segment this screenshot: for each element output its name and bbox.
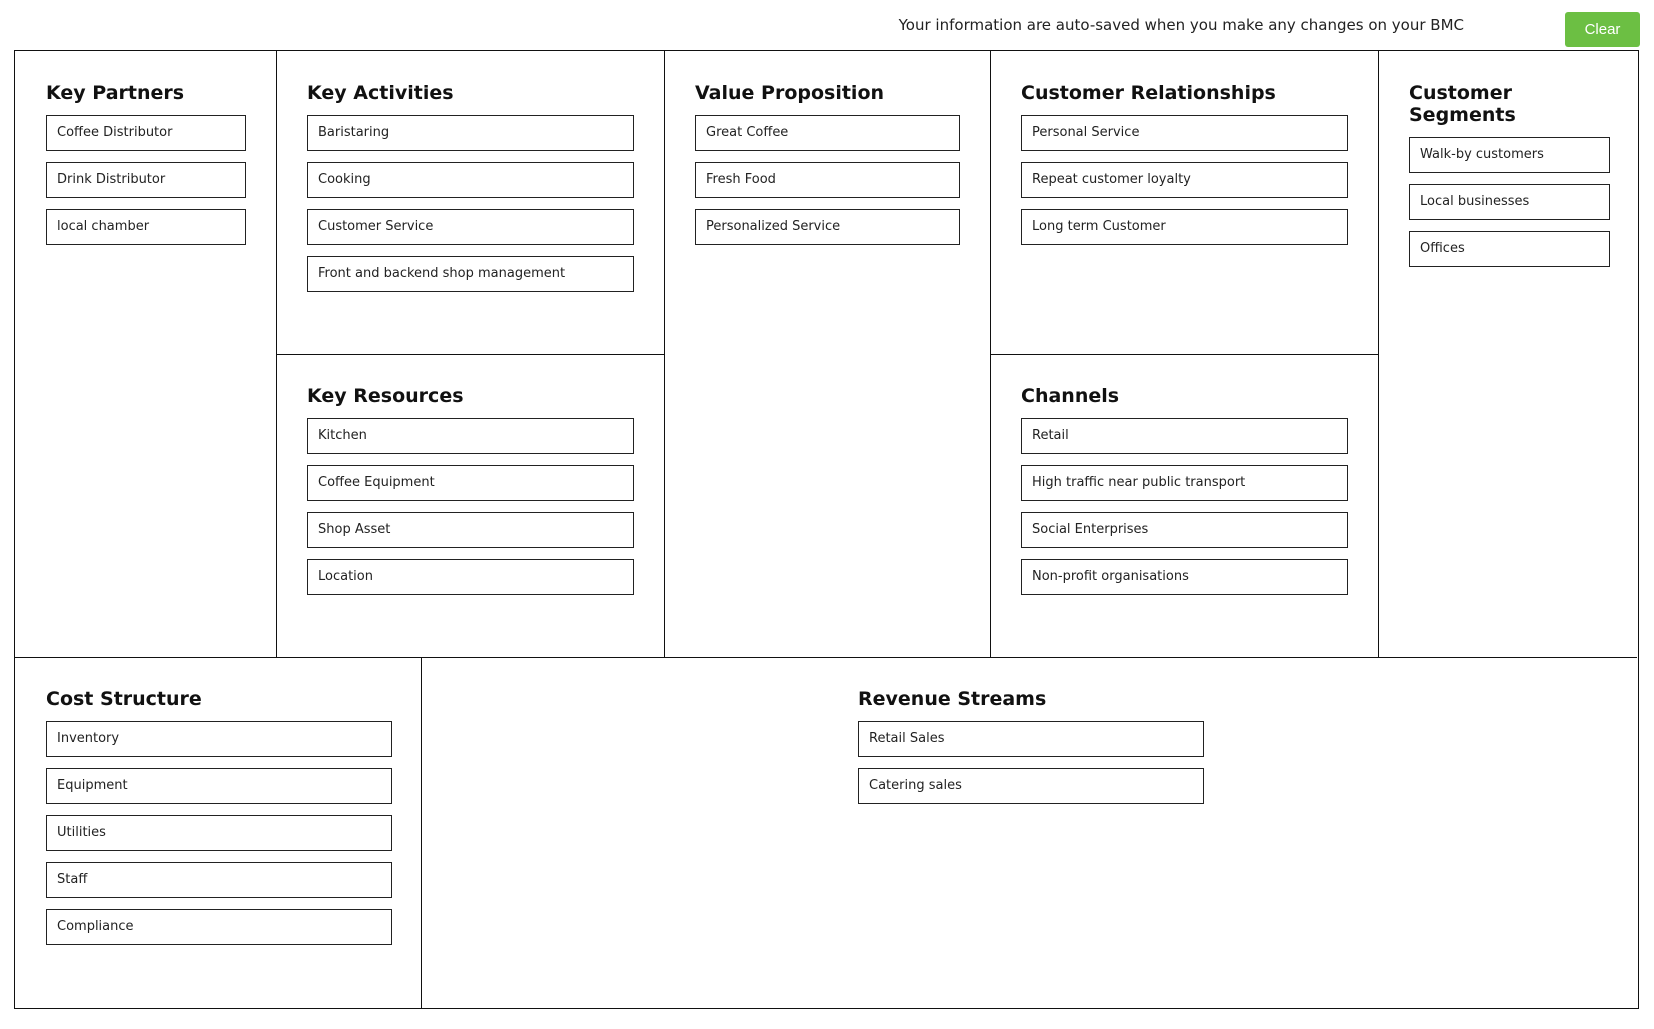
list-item[interactable]: Compliance: [46, 909, 392, 945]
list-item[interactable]: Staff: [46, 862, 392, 898]
divider: [1378, 51, 1379, 657]
divider: [990, 354, 1378, 355]
clear-button[interactable]: Clear: [1565, 12, 1640, 47]
list-item[interactable]: Baristaring: [307, 115, 634, 151]
section-title: Cost Structure: [46, 688, 202, 710]
section-title: Value Proposition: [695, 82, 885, 104]
divider: [15, 657, 1637, 658]
section-revenue-streams: [858, 688, 1204, 815]
list-item[interactable]: Shop Asset: [307, 512, 634, 548]
list-item[interactable]: Walk-by customers: [1409, 137, 1610, 173]
list-item[interactable]: Fresh Food: [695, 162, 960, 198]
list-item[interactable]: Offices: [1409, 231, 1610, 267]
section-title: Key Activities: [307, 82, 454, 104]
section-title: Revenue Streams: [858, 688, 1047, 710]
list-item[interactable]: Social Enterprises: [1021, 512, 1348, 548]
autosave-message: Your information are auto-saved when you make any changes on your BMC: [898, 16, 1464, 34]
section-title: Customer Segments: [1409, 82, 1516, 126]
list-item[interactable]: Catering sales: [858, 768, 1204, 804]
list-item[interactable]: Repeat customer loyalty: [1021, 162, 1348, 198]
list-item[interactable]: Personal Service: [1021, 115, 1348, 151]
section-cost-structure: [46, 688, 392, 956]
list-item[interactable]: Customer Service: [307, 209, 634, 245]
list-item[interactable]: Location: [307, 559, 634, 595]
list-item[interactable]: Coffee Equipment: [307, 465, 634, 501]
section-value-proposition: [695, 82, 960, 256]
list-item[interactable]: Inventory: [46, 721, 392, 757]
section-customer-segments: [1409, 82, 1610, 278]
list-item[interactable]: Non-profit organisations: [1021, 559, 1348, 595]
section-key-partners: [46, 82, 246, 256]
list-item[interactable]: Utilities: [46, 815, 392, 851]
divider: [421, 657, 422, 1008]
business-model-canvas: [14, 50, 1639, 1009]
list-item[interactable]: Equipment: [46, 768, 392, 804]
list-item[interactable]: Personalized Service: [695, 209, 960, 245]
section-title: Customer Relationships: [1021, 82, 1276, 104]
list-item[interactable]: Retail Sales: [858, 721, 1204, 757]
list-item[interactable]: Cooking: [307, 162, 634, 198]
list-item[interactable]: local chamber: [46, 209, 246, 245]
list-item[interactable]: Local businesses: [1409, 184, 1610, 220]
list-item[interactable]: Kitchen: [307, 418, 634, 454]
list-item[interactable]: Coffee Distributor: [46, 115, 246, 151]
list-item[interactable]: Great Coffee: [695, 115, 960, 151]
list-item[interactable]: Long term Customer: [1021, 209, 1348, 245]
section-title: Key Resources: [307, 385, 464, 407]
list-item[interactable]: Front and backend shop management: [307, 256, 634, 292]
section-key-activities: [307, 82, 634, 303]
list-item[interactable]: High traffic near public transport: [1021, 465, 1348, 501]
section-title: Key Partners: [46, 82, 185, 104]
list-item[interactable]: Drink Distributor: [46, 162, 246, 198]
section-title: Channels: [1021, 385, 1120, 407]
divider: [664, 51, 665, 657]
section-key-resources: [307, 385, 634, 606]
divider: [276, 354, 664, 355]
section-channels: [1021, 385, 1348, 606]
list-item[interactable]: Retail: [1021, 418, 1348, 454]
section-customer-relationships: [1021, 82, 1348, 256]
